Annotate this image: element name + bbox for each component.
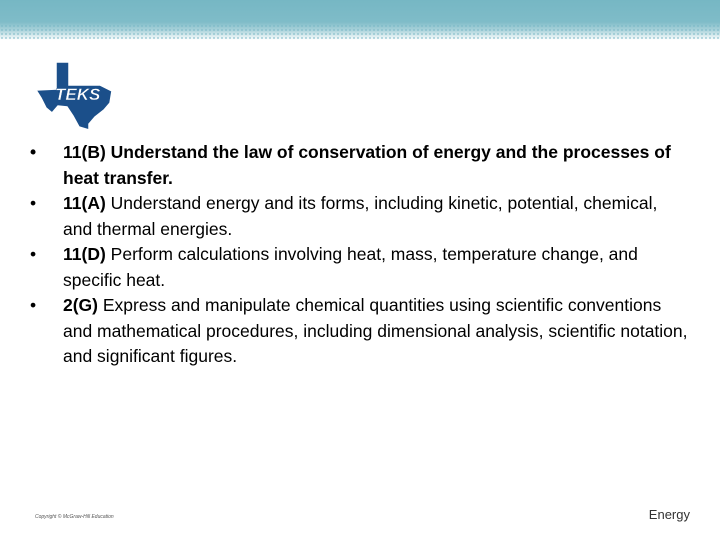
list-item (30, 242, 690, 293)
standard-text: Perform calculations involving heat, mass, temperature change, and specific heat. (63, 244, 638, 290)
teks-logo (34, 60, 112, 130)
teks-bullet-list (30, 140, 690, 370)
standard-text: Understand the law of conservation of energy and the processes of heat transfer. (63, 142, 671, 188)
list-item (30, 140, 690, 191)
standard-text: Express and manipulate chemical quantities using scientific conventions and mathematical procedures, including dimensional analysis, scientific notation, and significant figures. (63, 295, 688, 366)
standard-text: Understand energy and its forms, including kinetic, potential, chemical, and thermal energies. (63, 193, 658, 239)
list-item (30, 293, 690, 370)
header-band (0, 0, 720, 40)
list-item (30, 191, 690, 242)
footer-topic: Energy (648, 507, 690, 522)
standard-code: 2(G) (63, 295, 98, 315)
bullet-dot: • (30, 193, 37, 213)
bullet-dot: • (30, 142, 37, 162)
bullet-dot: • (30, 244, 37, 264)
logo-text: TEKS (55, 85, 101, 104)
standard-code: 11(B) (63, 142, 106, 162)
standard-code: 11(A) (63, 193, 106, 213)
copyright-notice: Copyright © McGraw-Hill Education (35, 514, 114, 520)
bullet-dot: • (30, 295, 37, 315)
standard-code: 11(D) (63, 244, 106, 264)
